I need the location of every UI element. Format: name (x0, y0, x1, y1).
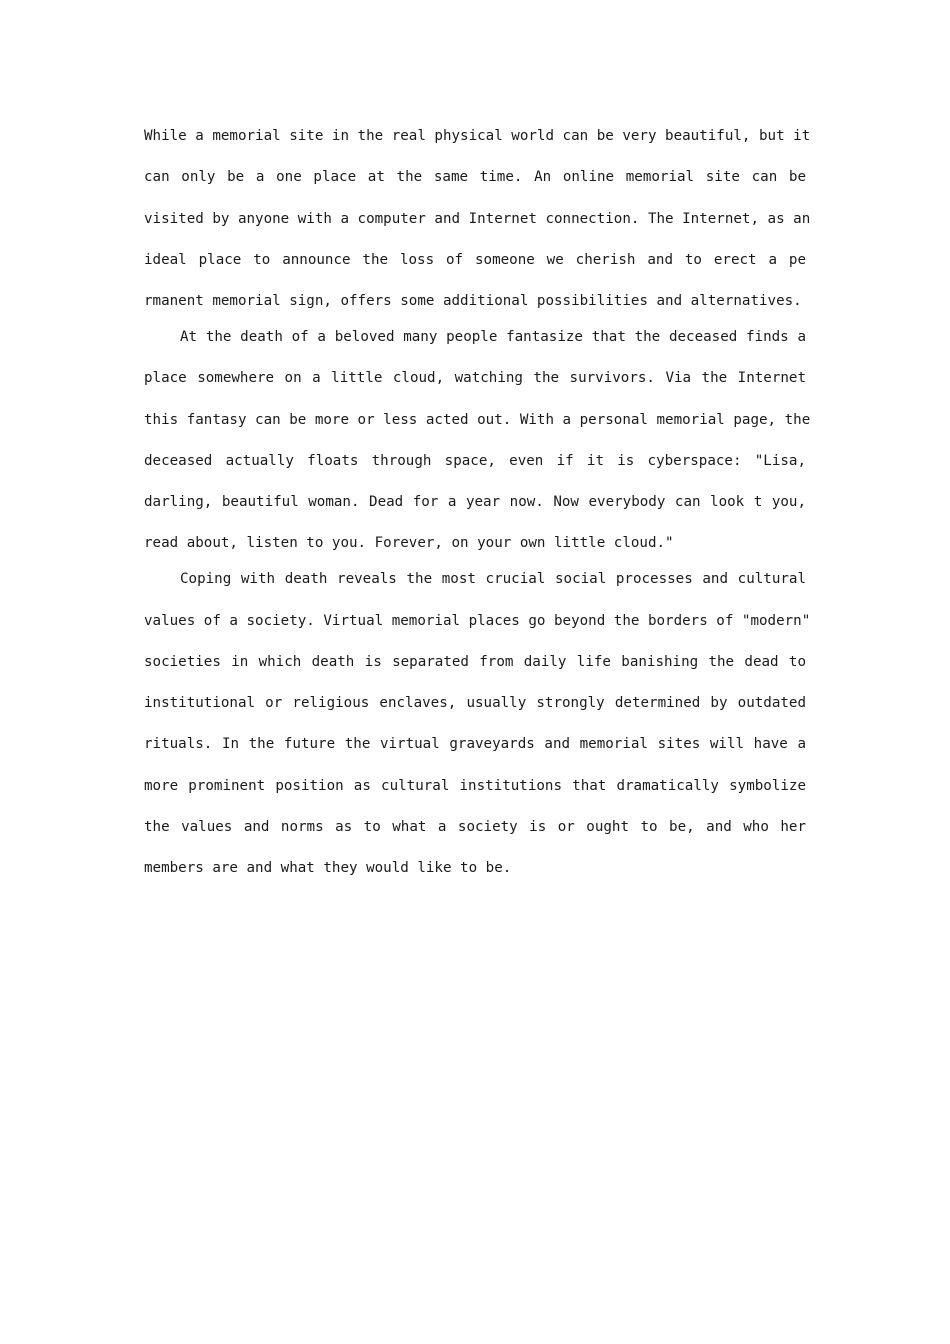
text-line: societies in which death is separated from daily life banishing the dead to (144, 653, 806, 670)
paragraph-3 (144, 559, 811, 889)
text-line: the values and norms as to what a society is or ought to be, and who her (144, 819, 806, 836)
text-line: members are and what they would like to be. (144, 860, 512, 877)
text-line: While a memorial site in the real physical world can be very beautiful, but it (144, 128, 811, 144)
text-line: institutional or religious enclaves, usually strongly determined by outdated (144, 695, 806, 712)
text-line: read about, listen to you. Forever, on your own little cloud." (144, 535, 674, 552)
text-line: visited by anyone with a computer and Internet connection. The Internet, as an (144, 210, 811, 227)
text-line: ideal place to announce the loss of someone we cherish and to erect a pe (144, 251, 806, 268)
text-line: place somewhere on a little cloud, watching the survivors. Via the Internet (144, 370, 806, 387)
text-line: darling, beautiful woman. Dead for a year now. Now everybody can look t you, (144, 494, 806, 511)
text-line: this fantasy can be more or less acted out. With a personal memorial page, the (144, 411, 811, 428)
text-line: can only be a one place at the same time. An online memorial site can be (144, 169, 806, 186)
paragraph-2 (144, 317, 811, 565)
text-line: deceased actually floats through space, even if it is cyberspace: "Lisa, (144, 452, 806, 469)
text-line: rituals. In the future the virtual graveyards and memorial sites will have a (144, 736, 806, 753)
body-text (144, 116, 811, 890)
text-line: Coping with death reveals the most crucial social processes and cultural (180, 571, 806, 588)
text-line: values of a society. Virtual memorial places go beyond the borders of "modern" (144, 612, 811, 629)
text-line: rmanent memorial sign, offers some additional possibilities and alternatives. (144, 293, 802, 310)
paragraph-1 (144, 116, 811, 322)
text-line: At the death of a beloved many people fantasize that the deceased finds a (180, 328, 806, 345)
text-line: more prominent position as cultural institutions that dramatically symbolize (144, 777, 806, 794)
